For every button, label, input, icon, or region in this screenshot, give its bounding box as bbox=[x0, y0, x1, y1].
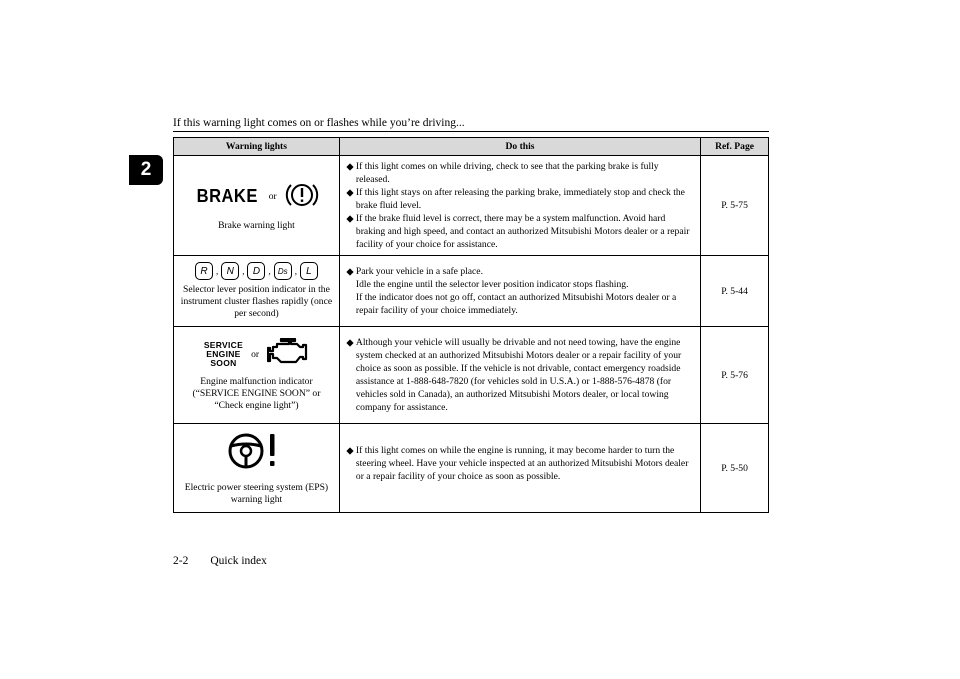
chapter-tab: 2 bbox=[129, 155, 163, 185]
service-engine-soon-icon bbox=[204, 341, 243, 368]
gear-ds-icon: Ds bbox=[274, 262, 292, 280]
do-this-cell bbox=[339, 156, 700, 256]
list-item: Although your vehicle will usually be drivable and not need towing, have the engine system checked at an authorized Mitsubishi Motors dealer or a repair facility of your choice as soon as possible. If the vehicle is not drivable, contact emergency roadside assistance at 1-888-648-7820 (for vehicles sold in U.S.A.) or 1-888-576-4878 (for vehicles sold in Canada), an authorized Mitsubishi Motors dealer, or local towing company for assistance. bbox=[346, 336, 694, 414]
do-this-cell bbox=[339, 327, 700, 424]
ref-page-cell: P. 5-76 bbox=[701, 327, 769, 424]
list-item: If this light stays on after releasing the parking brake, immediately stop and check the brake fluid level. bbox=[346, 186, 694, 212]
gear-indicator-icons: R , N , D , Ds , L bbox=[178, 262, 335, 280]
gear-d-icon: D bbox=[247, 262, 265, 280]
ref-page-cell: P. 5-75 bbox=[701, 156, 769, 256]
brake-circle-icon bbox=[285, 180, 319, 214]
table-row-brake bbox=[174, 156, 769, 256]
do-this-cell bbox=[339, 256, 700, 327]
warning-light-cell bbox=[174, 256, 340, 327]
gear-l-icon: L bbox=[300, 262, 318, 280]
warning-lights-table bbox=[173, 137, 769, 513]
list-item: If the brake fluid level is correct, there may be a system malfunction. Avoid hard braking and high speed, and contact an authorized Mitsubishi Motors dealer or a repair facility of your choice for assistance. bbox=[346, 212, 694, 251]
ref-page-cell: P. 5-44 bbox=[701, 256, 769, 327]
header-do-this: Do this bbox=[339, 138, 700, 156]
section-name: Quick index bbox=[210, 555, 267, 567]
page-number: 2-2 bbox=[173, 555, 189, 567]
header-warning-lights: Warning lights bbox=[174, 138, 340, 156]
table-row-eps bbox=[174, 424, 769, 513]
table-row-engine bbox=[174, 327, 769, 424]
engine-icon bbox=[267, 338, 309, 370]
or-label: or bbox=[251, 348, 260, 360]
gear-r-icon: R bbox=[195, 262, 213, 280]
page-header: If this warning light comes on or flashes while you’re driving... bbox=[173, 117, 465, 129]
list-item: If this light comes on while driving, check to see that the parking brake is fully released. bbox=[346, 160, 694, 186]
sesn-line: SERVICE bbox=[203, 339, 244, 350]
caption-selector: Selector lever position indicator in the instrument cluster flashes rapidly (once per second) bbox=[180, 284, 333, 319]
or-label: or bbox=[268, 191, 277, 202]
exclamation-icon bbox=[270, 434, 275, 466]
warning-light-cell bbox=[174, 156, 340, 256]
header-ref-page: Ref. Page bbox=[701, 138, 769, 156]
sesn-line: SOON bbox=[210, 357, 237, 368]
brake-text-icon: BRAKE bbox=[196, 186, 259, 206]
list-item: If this light comes on while the engine is running, it may become harder to turn the steering wheel. Have your vehicle inspected at an authorized Mitsubishi Motors dealer or a repair facility of your choice as soon as possible. bbox=[346, 444, 694, 483]
caption-brake: Brake warning light bbox=[218, 219, 295, 231]
do-this-cell bbox=[339, 424, 700, 513]
ref-page-cell: P. 5-50 bbox=[701, 424, 769, 513]
page-footer bbox=[173, 555, 289, 567]
warning-light-cell bbox=[174, 424, 340, 513]
caption-engine: Engine malfunction indicator (“SERVICE ENGINE SOON” or “Check engine light”) bbox=[192, 376, 321, 411]
steering-wheel-icon bbox=[226, 430, 286, 476]
caption-eps: Electric power steering system (EPS) warning light bbox=[184, 482, 329, 505]
table-row-selector bbox=[174, 256, 769, 327]
warning-light-cell bbox=[174, 327, 340, 424]
header-rule bbox=[173, 131, 769, 132]
gear-n-icon: N bbox=[221, 262, 239, 280]
sesn-line: ENGINE bbox=[206, 348, 241, 359]
list-item: Park your vehicle in a safe place. Idle the engine until the selector lever position indicator stops flashing. If the indicator does not go off, contact an authorized Mitsubishi Motors dealer or a repair facility of your choice immediately. bbox=[346, 265, 694, 317]
table-header-row bbox=[174, 138, 769, 156]
